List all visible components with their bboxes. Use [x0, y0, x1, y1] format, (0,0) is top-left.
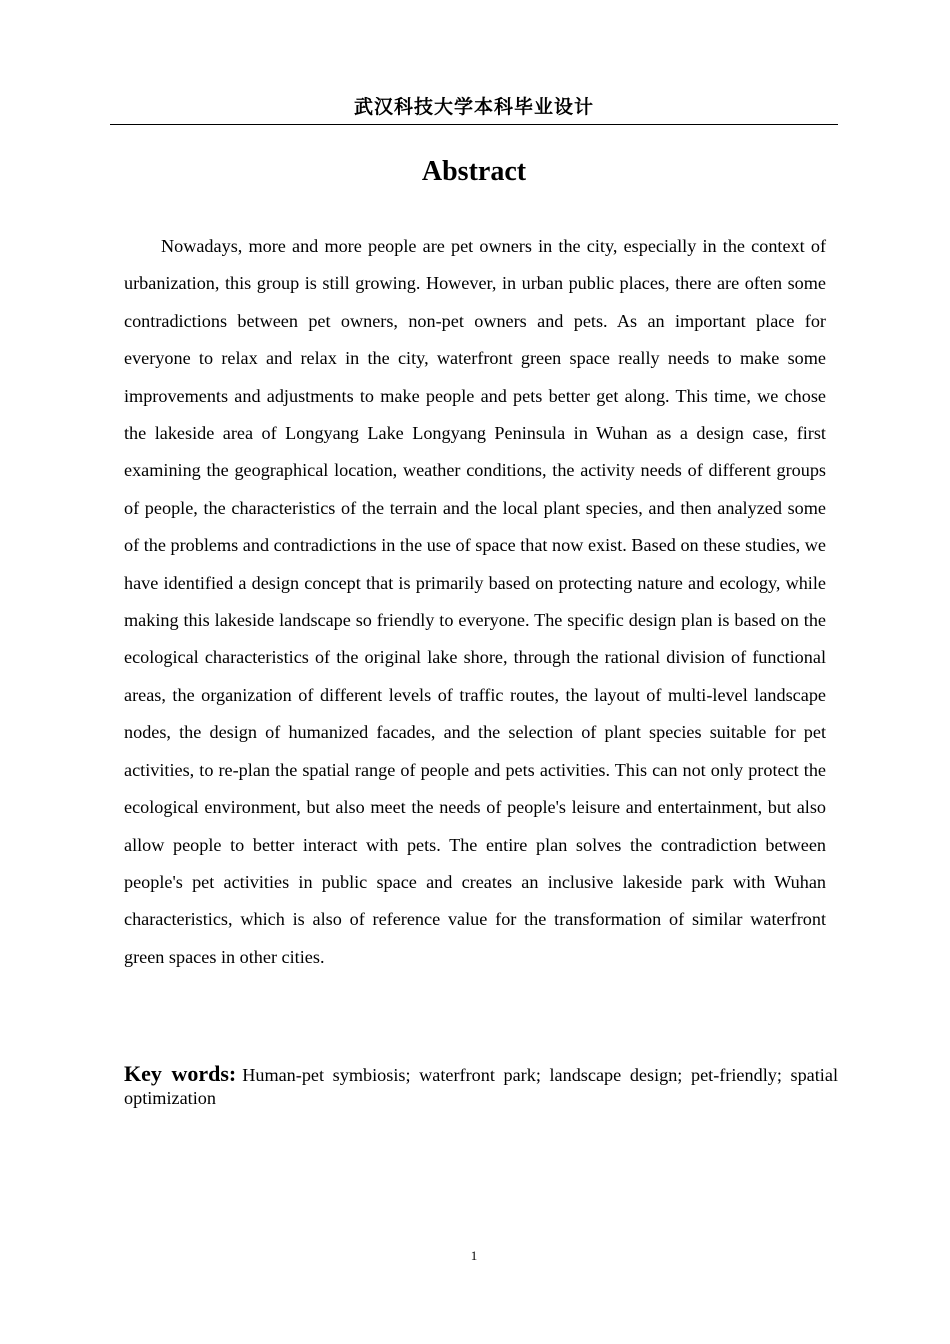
- keywords-line: [124, 1062, 838, 1110]
- page-title: Abstract: [421, 156, 527, 187]
- page-number: 1: [470, 1248, 478, 1263]
- keywords-label: Key words:: [124, 1061, 237, 1086]
- running-header: 武汉科技大学本科毕业设计: [353, 96, 594, 118]
- abstract-paragraph: Nowadays, more and more people are pet owners in the city, especially in the context of urbanization, this group is still growing. However, in urban public places, there are often some contradictions between pet owners, non-pet owners and pets. As an important place for everyone to relax and relax in the city, waterfront green space really needs to make some improvements and adjustments to make people and pets better get along. This time, we chose the lakeside area of Longyang Lake Longyang Peninsula in Wuhan as a design case, first examining the geographical location, weather conditions, the activity needs of different groups of people, the characteristics of the terrain and the local plant species, and then analyzed some of the problems and contradictions in the use of space that now exist. Based on these studies, we have identified a design concept that is primarily based on protecting nature and ecology, while making this lakeside landscape so friendly to everyone. The specific design plan is based on the ecological characteristics of the original lake shore, through the rational division of functional areas, the organization of different levels of traffic routes, the layout of multi-level landscape nodes, the design of humanized facades, and the selection of plant species suitable for pet activities, to re-plan the spatial range of people and pets activities. This can not only protect the ecological environment, but also meet the needs of people's leisure and entertainment, but also allow people to better interact with pets. The entire plan solves the contradiction between people's pet activities in public space and creates an inclusive lakeside park with Wuhan characteristics, which is also of reference value for the transformation of similar waterfront green spaces in other cities.: [124, 236, 826, 967]
- keywords-text: Human-pet symbiosis; waterfront park; landscape design; pet-friendly; spatial optimization: [124, 1065, 838, 1108]
- header-divider: [110, 124, 838, 125]
